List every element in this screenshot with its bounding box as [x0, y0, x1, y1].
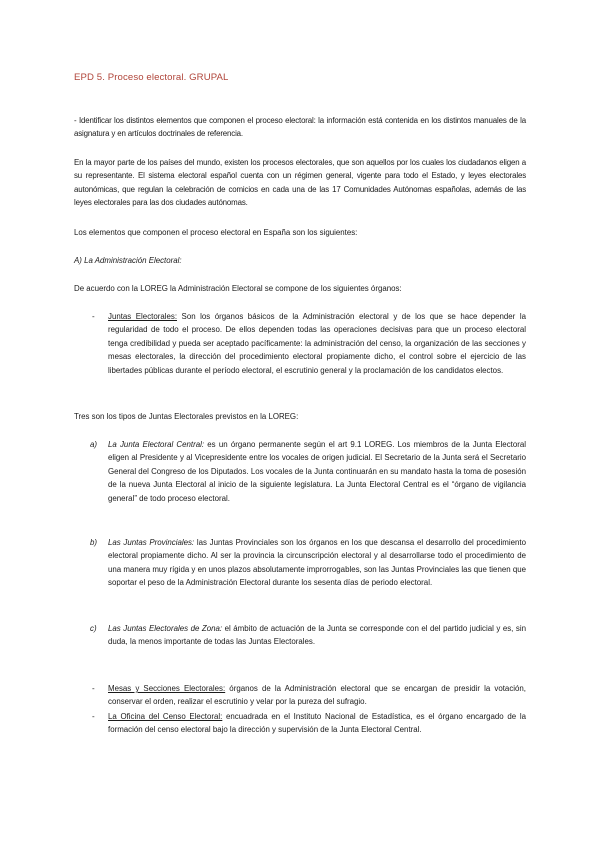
bullet-dash: -: [92, 312, 95, 321]
text-oficina-censo: encuadrada en el Instituto Nacional de Estadística, es el órgano encargado de la formación del censo electoral bajo la dirección y supervisión de la Junta Electoral Central.: [108, 712, 526, 735]
term-oficina-censo: La Oficina del Censo Electoral:: [108, 712, 223, 721]
paragraph-tipos: Tres son los tipos de Juntas Electorales previstos en la LOREG:: [74, 412, 299, 421]
bullet-dash: -: [92, 684, 95, 693]
page-title: EPD 5. Proceso electoral. GRUPAL: [74, 72, 229, 83]
paragraph-elements: Los elementos que componen el proceso electoral en España son los siguientes:: [74, 228, 358, 237]
paragraph-loreg: De acuerdo con la LOREG la Administración Electoral se compone de los siguientes órganos:: [74, 284, 402, 293]
bullet-mesas-secciones: [108, 682, 526, 709]
text-mesas-secciones: órganos de la Administración electoral que se encargan de presidir la votación, conservar el orden, realizar el escrutinio y velar por la pureza del sufragio.: [108, 684, 526, 707]
term-juntas-provinciales: Las Juntas Provinciales:: [108, 538, 195, 547]
text-juntas-provinciales: las Juntas Provinciales son los órganos en los que descansa el desarrollo del procedimiento electoral propiamente dicho. Al ser la provincia la circunscripción electoral y al desarrollarse todo el procedimiento de una manera muy rígida y en unos plazos absolutamente improrrogables, son las Juntas Provinciales las que tienen que soportar el peso de la Administración Electoral durante los sesenta días de periodo electoral.: [108, 538, 526, 588]
term-junta-central: La Junta Electoral Central:: [108, 440, 205, 449]
text-junta-central: es un órgano permanente según el art 9.1 LOREG. Los miembros de la Junta Electoral eligen al Presidente y al Vicepresidente entre los vocales de origen judicial. El Secretario de la Junta será el Secretario General del Congreso de los Diputados. Los vocales de la Junta continuarán en su mandato hasta la toma de posesión de la nueva Junta Electoral al inicio de la siguiente legislatura. La Junta Electoral Central es el “órgano de vigilancia general” de todo proceso electoral.: [108, 440, 526, 503]
bullet-dash: -: [92, 712, 95, 721]
term-juntas-zona: Las Juntas Electorales de Zona:: [108, 624, 223, 633]
text-juntas-electorales: Son los órganos básicos de la Administración electoral y de los que se hace depender la regularidad de todo el proceso. De ellos dependen todas las operaciones decisivas para que un proceso electoral tenga credibilidad y pueda ser aceptado pacíficamente: la administración del censo, la organización de las secciones y mesas electorales, la dirección del procedimiento electoral propiamente dicho, el control sobre el ejercicio de las libertades públicas durante el período electoral, el escrutinio general y la proclamación de los candidatos electos.: [108, 312, 526, 375]
intro-paragraph: - Identificar los distintos elementos que componen el proceso electoral: la información está contenida en los distintos manuales de la asignatura y en artículos doctrinales de referencia.: [74, 116, 526, 139]
text-juntas-zona: el ámbito de actuación de la Junta se corresponde con el del partido judicial y es, sin duda, la menos importante de todas las Juntas Electorales.: [108, 624, 526, 647]
item-marker: c): [90, 624, 97, 633]
item-junta-central: [108, 438, 526, 505]
paragraph-context: En la mayor parte de los países del mundo, existen los procesos electorales, que son aquellos por los cuales los ciudadanos eligen a su representante. El sistema electoral español cuenta con un régimen general, vigente para todo el Estado, y leyes electorales autonómicas, que regulan la celebración de comicios en cada una de las 17 Comunidades Autónomas españolas, además de las leyes electorales para las dos ciudades autónomas.: [74, 158, 526, 208]
item-juntas-zona: [108, 622, 526, 649]
item-marker: a): [90, 440, 98, 449]
bullet-juntas-electorales: [108, 310, 526, 377]
bullet-oficina-censo: [108, 710, 526, 737]
term-juntas-electorales: Juntas Electorales:: [108, 312, 178, 321]
term-mesas-secciones: Mesas y Secciones Electorales:: [108, 684, 226, 693]
section-heading-a: A) La Administración Electoral:: [74, 256, 182, 265]
item-marker: b): [90, 538, 98, 547]
item-juntas-provinciales: [108, 536, 526, 590]
